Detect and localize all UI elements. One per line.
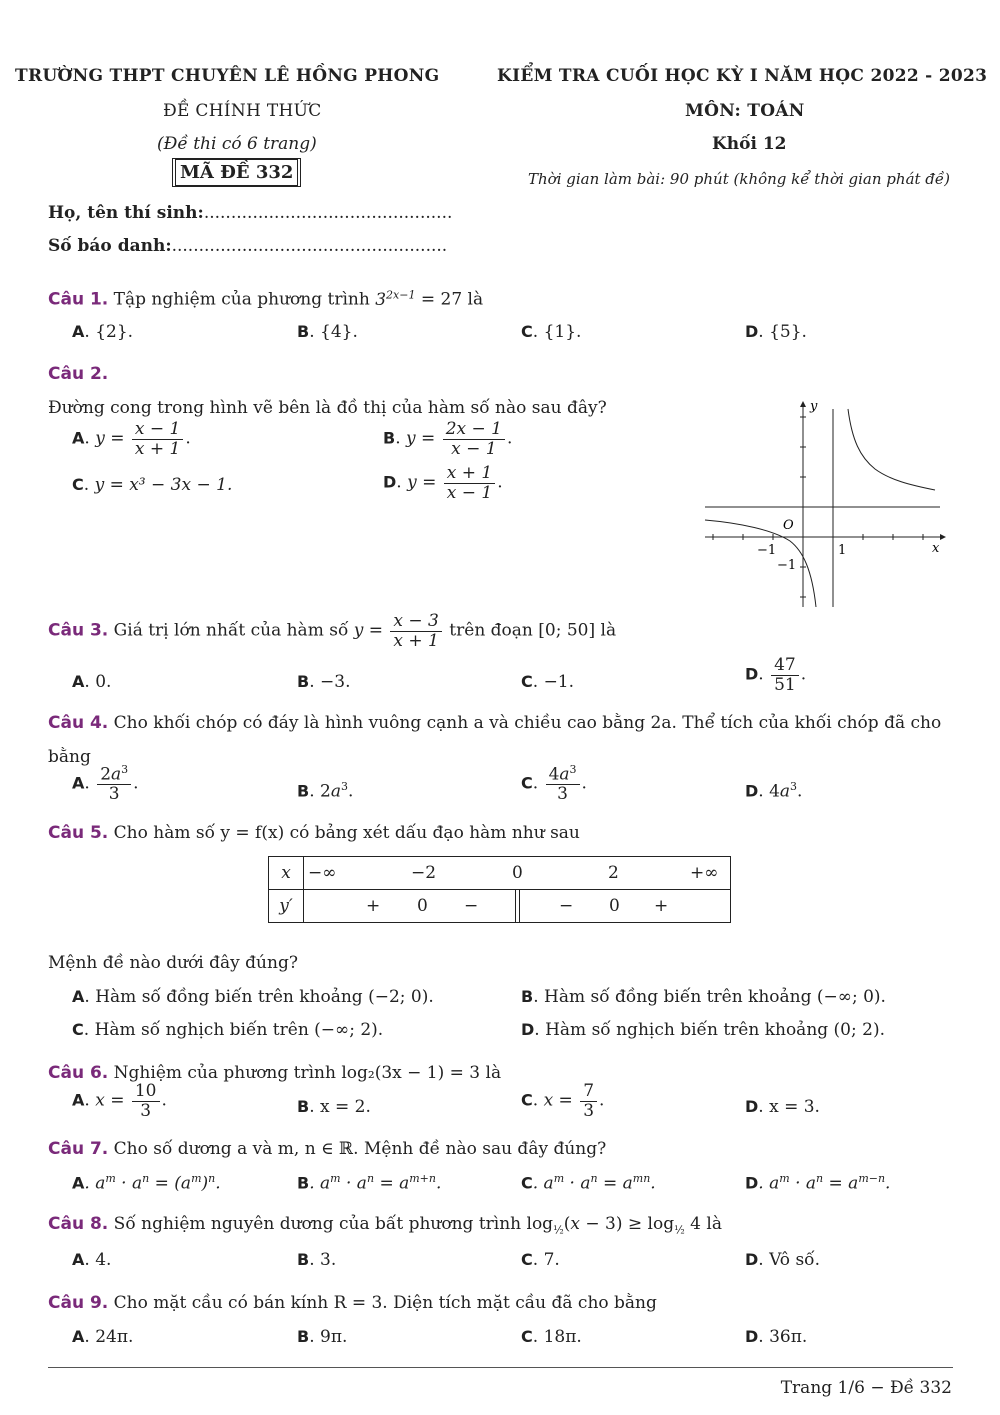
- option-text: Hàm số đồng biến trên khoảng (−∞; 0).: [544, 987, 886, 1007]
- function-graph: [700, 395, 950, 610]
- option-text: 9π.: [320, 1327, 348, 1347]
- question-text: Số nghiệm nguyên dương của bất phương trình: [113, 1214, 522, 1234]
- q6-option-b[interactable]: B. x = 2.: [297, 1097, 371, 1117]
- question-text: Giá trị lớn nhất của hàm số: [113, 620, 349, 641]
- q6-option-c[interactable]: C. x = $\frac{7}{3}$ .: [521, 1081, 605, 1121]
- sign-table-row-x: [269, 857, 731, 890]
- x-values: [304, 857, 731, 890]
- q2-option-c[interactable]: C. y = x³ − 3x − 1.: [72, 475, 233, 495]
- row-header: y′: [269, 890, 304, 923]
- q5-option-a[interactable]: A. Hàm số đồng biến trên khoảng (−2; 0).: [72, 987, 434, 1007]
- question-label: Câu 8.: [48, 1214, 109, 1234]
- y-axis-arrow: [800, 401, 806, 407]
- option-text: Hàm số đồng biến trên khoảng (−2; 0).: [95, 987, 434, 1007]
- y-signs: [304, 890, 731, 923]
- double-bar: [515, 890, 520, 922]
- q5-option-b[interactable]: B. Hàm số đồng biến trên khoảng (−∞; 0).: [521, 987, 886, 1007]
- option-text: x = 2.: [320, 1097, 371, 1117]
- origin-label: O: [783, 518, 794, 533]
- sign-zero: 0: [609, 896, 620, 916]
- question-text: Đường cong trong hình vẽ bên là đồ thị của hàm số nào sau đây?: [48, 398, 607, 418]
- question-label: Câu 4.: [48, 713, 109, 733]
- exam-title: KIỂM TRA CUỐI HỌC KỲ I NĂM HỌC 2022 - 2023: [497, 66, 988, 86]
- candidate-name-line: [48, 203, 452, 223]
- exam-code-box: [172, 158, 301, 187]
- option-text: 4.: [95, 1250, 112, 1270]
- q2-option-b[interactable]: B. y = $\frac{2x - 1}{x - 1}$ .: [383, 419, 513, 459]
- q9-option-a[interactable]: A. 24π.: [72, 1327, 134, 1347]
- q8-option-b[interactable]: B. 3.: [297, 1250, 337, 1270]
- x-axis-label: x: [932, 541, 940, 556]
- question-text-cont: bằng: [48, 747, 91, 767]
- q4-option-d[interactable]: D. $4a^3$.: [745, 780, 803, 802]
- x-neg-inf: −∞: [308, 863, 337, 883]
- x-zero: 0: [512, 863, 523, 883]
- question-3: Câu 3. Giá trị lớn nhất của hàm số y = $\frac{x - 3}{x + 1}$ trên đoạn [0; 50] là: [48, 611, 617, 651]
- candidate-name-label: Họ, tên thí sinh:: [48, 203, 204, 223]
- question-label: Câu 6.: [48, 1063, 109, 1083]
- x-pos-inf: +∞: [690, 863, 719, 883]
- y-axis-label: y: [810, 399, 818, 414]
- q9-option-d[interactable]: D. 36π.: [745, 1327, 808, 1347]
- q3-option-c[interactable]: C. −1.: [521, 672, 575, 692]
- question-text: Cho mặt cầu có bán kính R = 3. Diện tích mặt cầu đã cho bằng: [113, 1293, 657, 1313]
- option-text: 36π.: [769, 1327, 808, 1347]
- tick-label-neg1-x: −1: [757, 543, 777, 558]
- question-text: Cho khối chóp có đáy là hình vuông cạnh a và chiều cao bằng 2a. Thể tích của khối chóp đã cho: [113, 713, 942, 733]
- question-8: Câu 8. Số nghiệm nguyên dương của bất phương trình $\log_{\frac{1}{2}}(x - 3) \ge \log_{\frac{1}{2}} 4$ là: [48, 1214, 722, 1237]
- q4-option-c[interactable]: C. $\frac{4a^3}{3}$ .: [521, 763, 587, 805]
- option-text: {1}.: [543, 322, 582, 342]
- official-label: ĐỀ CHÍNH THỨC: [163, 101, 322, 121]
- q5-option-d[interactable]: D. Hàm số nghịch biến trên khoảng (0; 2).: [521, 1020, 885, 1040]
- question-text: Tập nghiệm của phương trình: [113, 289, 370, 310]
- option-text: 0.: [95, 672, 112, 692]
- question-label: Câu 5.: [48, 823, 109, 843]
- q9-option-c[interactable]: C. 18π.: [521, 1327, 582, 1347]
- pages-note: (Đề thi có 6 trang): [157, 134, 317, 154]
- tick-label-neg1-y: −1: [777, 558, 797, 573]
- tick-label-1-x: 1: [838, 543, 847, 558]
- question-5: [48, 823, 580, 843]
- curve-right-branch: [848, 409, 935, 490]
- candidate-id-line: [48, 236, 447, 256]
- candidate-id-label: Số báo danh:: [48, 236, 172, 256]
- option-text: x = 3.: [769, 1097, 820, 1117]
- sign-minus: −: [559, 896, 574, 916]
- question-text: Nghiệm của phương trình log₂(3x − 1) = 3 là: [113, 1063, 502, 1083]
- curve-left-branch: [705, 520, 816, 607]
- option-text: −1.: [543, 672, 575, 692]
- q4-option-b[interactable]: B. $2a^3$.: [297, 780, 354, 802]
- question-label: Câu 9.: [48, 1293, 109, 1313]
- x-two: 2: [608, 863, 619, 883]
- sign-plus: +: [366, 896, 381, 916]
- q9-option-b[interactable]: B. 9π.: [297, 1327, 348, 1347]
- question-9: [48, 1293, 657, 1313]
- footer-divider: [48, 1367, 953, 1368]
- q8-option-d[interactable]: D. Vô số.: [745, 1250, 820, 1270]
- option-text: {4}.: [320, 322, 358, 342]
- option-text: {5}.: [769, 322, 807, 342]
- x-axis-arrow: [940, 534, 946, 540]
- q2-option-a[interactable]: A. y = $\frac{x - 1}{x + 1}$ .: [72, 419, 191, 459]
- option-text: Hàm số nghịch biến trên khoảng (0; 2).: [545, 1020, 885, 1040]
- q3-option-b[interactable]: B. −3.: [297, 672, 351, 692]
- question-label: Câu 7.: [48, 1139, 109, 1159]
- question-label: Câu 1.: [48, 289, 109, 310]
- sign-zero: 0: [417, 896, 428, 916]
- school-name: TRƯỜNG THPT CHUYÊN LÊ HỒNG PHONG: [15, 66, 440, 86]
- question-text-end: trên đoạn [0; 50] là: [449, 620, 617, 641]
- q3-option-a[interactable]: A. 0.: [72, 672, 112, 692]
- sign-table: [268, 856, 731, 923]
- option-text: −3.: [320, 672, 351, 692]
- option-text: 7.: [543, 1250, 560, 1270]
- page-footer: Trang 1/6 − Đề 332: [780, 1378, 952, 1398]
- option-text: 24π.: [95, 1327, 134, 1347]
- question-text-end: là: [467, 289, 484, 310]
- option-text: Hàm số nghịch biến trên (−∞; 2).: [94, 1020, 384, 1040]
- option-text: 18π.: [543, 1327, 582, 1347]
- q7-option-d[interactable]: D. $a^m \cdot a^n = a^{m-n}$.: [745, 1172, 891, 1194]
- q1-option-c[interactable]: C. {1}.: [521, 322, 582, 342]
- q4-option-a[interactable]: A. $\frac{2a^3}{3}$ .: [72, 763, 139, 805]
- candidate-name-dots: ..............................................: [203, 203, 453, 223]
- q6-option-a[interactable]: A. x = $\frac{10}{3}$ .: [72, 1081, 167, 1121]
- question-prompt: Mệnh đề nào dưới đây đúng?: [48, 953, 298, 973]
- q7-option-b[interactable]: B. $a^m \cdot a^n = a^{m+n}$.: [297, 1172, 442, 1194]
- option-text: y = x³ − 3x − 1.: [94, 475, 233, 495]
- q1-option-b[interactable]: B. {4}.: [297, 322, 358, 342]
- option-text: 3.: [320, 1250, 337, 1270]
- question-text: Cho số dương a và m, n ∈ ℝ. Mệnh đề nào sau đây đúng?: [113, 1139, 607, 1159]
- q7-option-c[interactable]: C. $a^m \cdot a^n = a^{mn}$.: [521, 1172, 656, 1194]
- q3-option-d[interactable]: D. $\frac{47}{51}$ .: [745, 655, 807, 695]
- exam-code: MÃ ĐỀ 332: [175, 159, 298, 186]
- subject-label: MÔN: TOÁN: [685, 101, 805, 121]
- question-1: Câu 1. Tập nghiệm của phương trình $3^{2x-1} = 27$ là: [48, 288, 484, 310]
- question-text: Cho hàm số y = f(x) có bảng xét dấu đạo hàm như sau: [113, 823, 580, 843]
- q7-option-a[interactable]: A. $a^m \cdot a^n = (a^m)^n$.: [72, 1172, 221, 1194]
- q8-option-a[interactable]: A. 4.: [72, 1250, 112, 1270]
- q1-option-a[interactable]: A. {2}.: [72, 322, 134, 342]
- q2-option-d[interactable]: D. y = $\frac{x + 1}{x - 1}$ .: [383, 463, 503, 503]
- sign-plus: +: [654, 896, 669, 916]
- candidate-id-dots: ...................................................: [171, 236, 448, 256]
- sign-minus: −: [464, 896, 479, 916]
- x-neg2: −2: [411, 863, 437, 883]
- q8-option-c[interactable]: C. 7.: [521, 1250, 560, 1270]
- q1-option-d[interactable]: D. {5}.: [745, 322, 807, 342]
- question-label: Câu 3.: [48, 620, 109, 641]
- row-header: x: [269, 857, 304, 890]
- q5-option-c[interactable]: C. Hàm số nghịch biến trên (−∞; 2).: [72, 1020, 384, 1040]
- option-text: {2}.: [95, 322, 134, 342]
- question-7: [48, 1139, 606, 1159]
- question-4: [48, 713, 941, 733]
- grade-label: Khối 12: [712, 134, 787, 154]
- question-6: [48, 1063, 501, 1083]
- q6-option-d[interactable]: D. x = 3.: [745, 1097, 820, 1117]
- time-note: Thời gian làm bài: 90 phút (không kể thời gian phát đề): [528, 170, 950, 188]
- question-label: Câu 2.: [48, 364, 109, 384]
- sign-table-row-y: [269, 890, 731, 923]
- option-text: Vô số.: [769, 1250, 820, 1270]
